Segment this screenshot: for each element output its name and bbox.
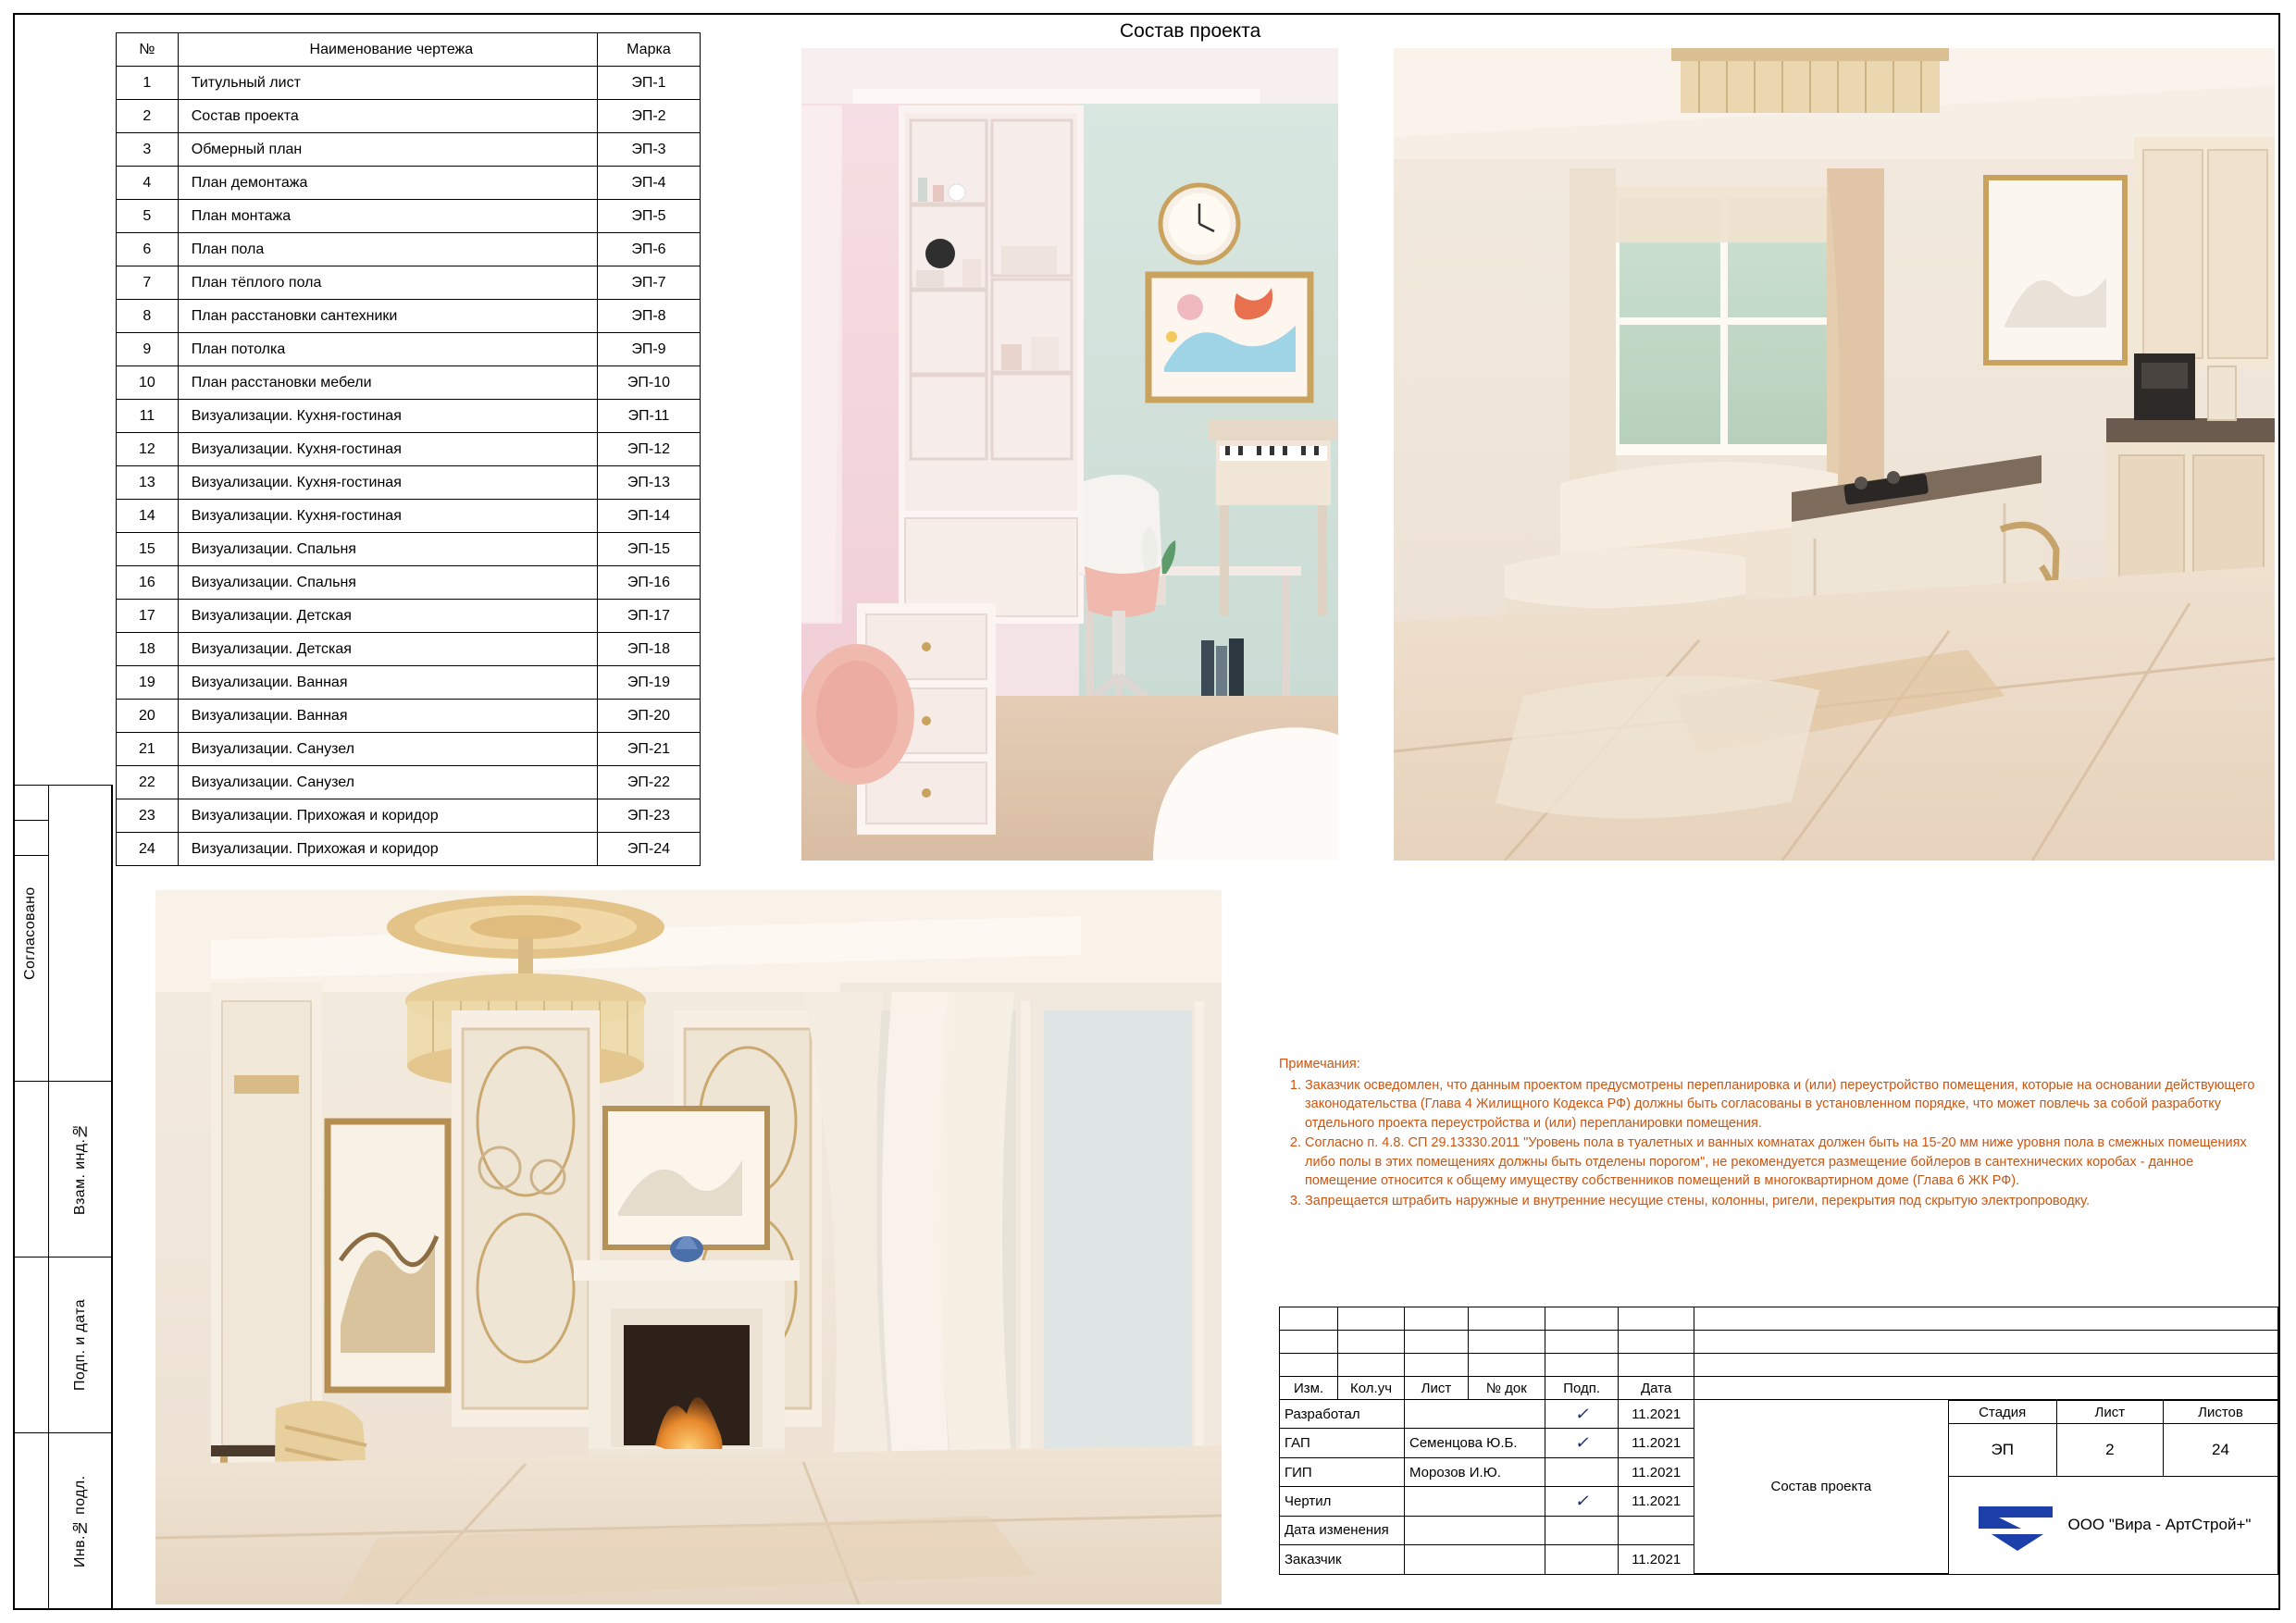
stamp-role-1: ГАП — [1280, 1429, 1405, 1457]
cell-name: План тёплого пола — [178, 266, 597, 300]
cell-mark: ЭП-2 — [597, 100, 700, 133]
column-header-mark: Марка — [597, 33, 700, 67]
cell-mark: ЭП-1 — [597, 67, 700, 100]
cell-name: Визуализации. Прихожая и коридор — [178, 833, 597, 866]
stamp-signature-5 — [1545, 1545, 1618, 1574]
table-header-row — [117, 33, 701, 67]
cell-mark: ЭП-10 — [597, 366, 700, 400]
cell-num: 10 — [117, 366, 179, 400]
hall-fireplace-render — [155, 890, 1222, 1604]
stamp-date-3: 11.2021 — [1619, 1487, 1694, 1516]
cell-name: Визуализации. Кухня-гостиная — [178, 466, 597, 500]
table-row — [117, 799, 701, 833]
stamp-empty-row — [1280, 1354, 2278, 1377]
column-header-num: № — [117, 33, 179, 67]
cell-num: 14 — [117, 500, 179, 533]
left-margin-cell-podp — [13, 1257, 113, 1432]
cell-mark: ЭП-9 — [597, 333, 700, 366]
cell-name: Визуализации. Прихожая и коридор — [178, 799, 597, 833]
cell-num: 22 — [117, 766, 179, 799]
cell-num: 17 — [117, 600, 179, 633]
cell-name: Визуализации. Санузел — [178, 733, 597, 766]
cell-num: 13 — [117, 466, 179, 500]
stamp-role-5: Заказчик — [1280, 1545, 1405, 1574]
table-row — [117, 433, 701, 466]
stamp-col-koluch: Кол.уч — [1338, 1377, 1405, 1400]
cell-num: 24 — [117, 833, 179, 866]
cell-num: 18 — [117, 633, 179, 666]
left-margin-label-3: Инв.№ подл. — [72, 1475, 88, 1568]
stage-value: ЭП — [1948, 1424, 2056, 1477]
table-row — [117, 600, 701, 633]
left-margin-cell-inv — [13, 1432, 113, 1610]
table-row — [117, 500, 701, 533]
company-logo-icon — [1975, 1497, 2056, 1553]
cell-name: Визуализации. Спальня — [178, 566, 597, 600]
cell-name: План демонтажа — [178, 167, 597, 200]
left-margin-tick — [13, 785, 48, 786]
table-row — [117, 300, 701, 333]
stamp-name-4 — [1404, 1516, 1545, 1544]
hall-fireplace-illustration — [155, 890, 1222, 1604]
stage-label: Стадия — [1948, 1401, 2056, 1424]
stamp-col-list: Лист — [1404, 1377, 1468, 1400]
table-row — [117, 333, 701, 366]
cell-num: 16 — [117, 566, 179, 600]
cell-mark: ЭП-20 — [597, 700, 700, 733]
note-item: 2. Согласно п. 4.8. СП 29.13330.2011 "Уровень пола в туалетных и ванных комнатах должен быть на 15-20 мм ниже уровня пола в смежных помещениях либо полы в этих помещениях должны быть отделены порогом", не рекомендуется размещение бойлеров в сантехнических коробах - данное помещение относится к общему имуществу собственников помещений в многоквартирном доме (Глава 6 ЖК РФ). — [1305, 1134, 2260, 1191]
stamp-role-4: Дата изменения — [1280, 1516, 1405, 1544]
cell-name: Визуализации. Ванная — [178, 700, 597, 733]
stamp-date-0: 11.2021 — [1619, 1400, 1694, 1429]
cell-num: 1 — [117, 67, 179, 100]
table-row — [117, 133, 701, 167]
stamp-signature-0: ✓ — [1545, 1400, 1618, 1429]
cell-num: 23 — [117, 799, 179, 833]
table-row — [117, 167, 701, 200]
company-block — [1948, 1477, 2277, 1574]
cell-name: План потолка — [178, 333, 597, 366]
cell-name: Обмерный план — [178, 133, 597, 167]
cell-mark: ЭП-14 — [597, 500, 700, 533]
cell-name: Визуализации. Детская — [178, 633, 597, 666]
stamp-date-2: 11.2021 — [1619, 1457, 1694, 1486]
kitchen-living-render — [1394, 48, 2275, 861]
cell-mark: ЭП-13 — [597, 466, 700, 500]
note-item: 3. Запрещается штрабить наружные и внутренние несущие стены, колонны, ригели, перекрытия под скрытую электропроводку. — [1305, 1192, 2260, 1211]
stamp-col-data: Дата — [1619, 1377, 1694, 1400]
table-row — [117, 466, 701, 500]
left-margin-tick — [13, 820, 48, 821]
cell-num: 21 — [117, 733, 179, 766]
left-margin-label-0: Согласовано — [22, 886, 38, 980]
cell-mark: ЭП-22 — [597, 766, 700, 799]
cell-num: 19 — [117, 666, 179, 700]
table-row — [117, 266, 701, 300]
stamp-signature-4 — [1545, 1516, 1618, 1544]
stamp-date-5: 11.2021 — [1619, 1545, 1694, 1574]
stamp-right-panel — [1694, 1400, 2277, 1575]
cell-name: План монтажа — [178, 200, 597, 233]
cell-mark: ЭП-7 — [597, 266, 700, 300]
cell-name: План пола — [178, 233, 597, 266]
stamp-col-izm: Изм. — [1280, 1377, 1338, 1400]
left-margin-column — [13, 785, 113, 1610]
page-title: Состав проекта — [1120, 20, 1261, 42]
cell-num: 8 — [117, 300, 179, 333]
stamp-signature-2 — [1545, 1457, 1618, 1486]
stamp-role-0: Разработал — [1280, 1400, 1405, 1429]
left-margin-label-1: Взам. инд.№ — [72, 1122, 88, 1216]
stamp-name-1: Семенцова Ю.Б. — [1404, 1429, 1545, 1457]
stamp-column-headers — [1280, 1377, 2278, 1400]
table-row — [117, 633, 701, 666]
left-margin-label-2: Подп. и дата — [72, 1298, 88, 1392]
cell-name: Визуализации. Детская — [178, 600, 597, 633]
cell-mark: ЭП-12 — [597, 433, 700, 466]
sheets-value: 24 — [2163, 1424, 2277, 1477]
stamp-date-1: 11.2021 — [1619, 1429, 1694, 1457]
drawings-list-table — [116, 32, 701, 866]
cell-num: 6 — [117, 233, 179, 266]
table-row — [117, 400, 701, 433]
cell-mark: ЭП-18 — [597, 633, 700, 666]
cell-mark: ЭП-19 — [597, 666, 700, 700]
cell-name: Титульный лист — [178, 67, 597, 100]
stamp-date-4 — [1619, 1516, 1694, 1544]
stamp-row-razrabotal — [1280, 1400, 2278, 1429]
cell-num: 20 — [117, 700, 179, 733]
stamp-empty-row — [1280, 1307, 2278, 1331]
stamp-role-2: ГИП — [1280, 1457, 1405, 1486]
cell-num: 11 — [117, 400, 179, 433]
stamp-name-3 — [1404, 1487, 1545, 1516]
company-name: ООО "Вира - АртСтрой+" — [2067, 1516, 2252, 1533]
cell-mark: ЭП-15 — [597, 533, 700, 566]
cell-name: План расстановки мебели — [178, 366, 597, 400]
kitchen-living-illustration — [1394, 48, 2275, 861]
cell-mark: ЭП-5 — [597, 200, 700, 233]
cell-name: План расстановки сантехники — [178, 300, 597, 333]
stamp-name-2: Морозов И.Ю. — [1404, 1457, 1545, 1486]
note-item: 1. Заказчик осведомлен, что данным проектом предусмотрены перепланировка и (или) переустройство помещения, которые на основании действующего законодательства (Глава 4 Жилищного Кодекса РФ) должны быть согласованы в установленном порядке, что может повлечь за собой разработку отдельного проекта переустройства и (или) перепланировки помещения. — [1305, 1076, 2260, 1134]
cell-name: Визуализации. Спальня — [178, 533, 597, 566]
kids-room-render — [801, 48, 1338, 861]
cell-mark: ЭП-6 — [597, 233, 700, 266]
sheets-label: Листов — [2163, 1401, 2277, 1424]
stamp-empty-row — [1280, 1331, 2278, 1354]
cell-name: Визуализации. Кухня-гостиная — [178, 433, 597, 466]
table-row — [117, 700, 701, 733]
cell-num: 4 — [117, 167, 179, 200]
cell-mark: ЭП-23 — [597, 799, 700, 833]
cell-num: 3 — [117, 133, 179, 167]
sheet-value: 2 — [2056, 1424, 2163, 1477]
stamp-signature-3: ✓ — [1545, 1487, 1618, 1516]
table-row — [117, 766, 701, 799]
cell-mark: ЭП-3 — [597, 133, 700, 167]
cell-name: Визуализации. Кухня-гостиная — [178, 400, 597, 433]
kids-room-illustration — [801, 48, 1338, 861]
cell-mark: ЭП-4 — [597, 167, 700, 200]
cell-num: 7 — [117, 266, 179, 300]
cell-mark: ЭП-17 — [597, 600, 700, 633]
stamp-name-5 — [1404, 1545, 1545, 1574]
cell-num: 12 — [117, 433, 179, 466]
cell-mark: ЭП-16 — [597, 566, 700, 600]
table-row — [117, 200, 701, 233]
stamp-col-ndok: № док — [1468, 1377, 1545, 1400]
cell-name: Состав проекта — [178, 100, 597, 133]
notes-title: Примечания: — [1279, 1057, 1360, 1072]
table-row — [117, 666, 701, 700]
cell-mark: ЭП-24 — [597, 833, 700, 866]
cell-name: Визуализации. Ванная — [178, 666, 597, 700]
cell-name: Визуализации. Кухня-гостиная — [178, 500, 597, 533]
left-margin-tick — [13, 855, 48, 856]
title-block-stamp — [1279, 1307, 2278, 1610]
stamp-top-grid — [1279, 1307, 2278, 1575]
column-header-name: Наименование чертежа — [178, 33, 597, 67]
table-row — [117, 566, 701, 600]
table-row — [117, 366, 701, 400]
cell-name: Визуализации. Санузел — [178, 766, 597, 799]
left-margin-cell-soglasovano — [13, 785, 113, 1081]
table-row — [117, 233, 701, 266]
table-row — [117, 533, 701, 566]
table-row — [117, 67, 701, 100]
table-row — [117, 100, 701, 133]
cell-num: 5 — [117, 200, 179, 233]
stamp-col-podp: Подп. — [1545, 1377, 1618, 1400]
left-margin-cell-vzam — [13, 1081, 113, 1257]
drawing-title: Состав проекта — [1694, 1401, 1948, 1574]
sheet-label: Лист — [2056, 1401, 2163, 1424]
cell-mark: ЭП-8 — [597, 300, 700, 333]
cell-num: 15 — [117, 533, 179, 566]
cell-num: 2 — [117, 100, 179, 133]
table-row — [117, 733, 701, 766]
table-row — [117, 833, 701, 866]
stamp-signature-1: ✓ — [1545, 1429, 1618, 1457]
cell-mark: ЭП-11 — [597, 400, 700, 433]
notes-block — [1279, 1055, 2260, 1212]
cell-mark: ЭП-21 — [597, 733, 700, 766]
cell-num: 9 — [117, 333, 179, 366]
stamp-role-3: Чертил — [1280, 1487, 1405, 1516]
stamp-name-0 — [1404, 1400, 1545, 1429]
